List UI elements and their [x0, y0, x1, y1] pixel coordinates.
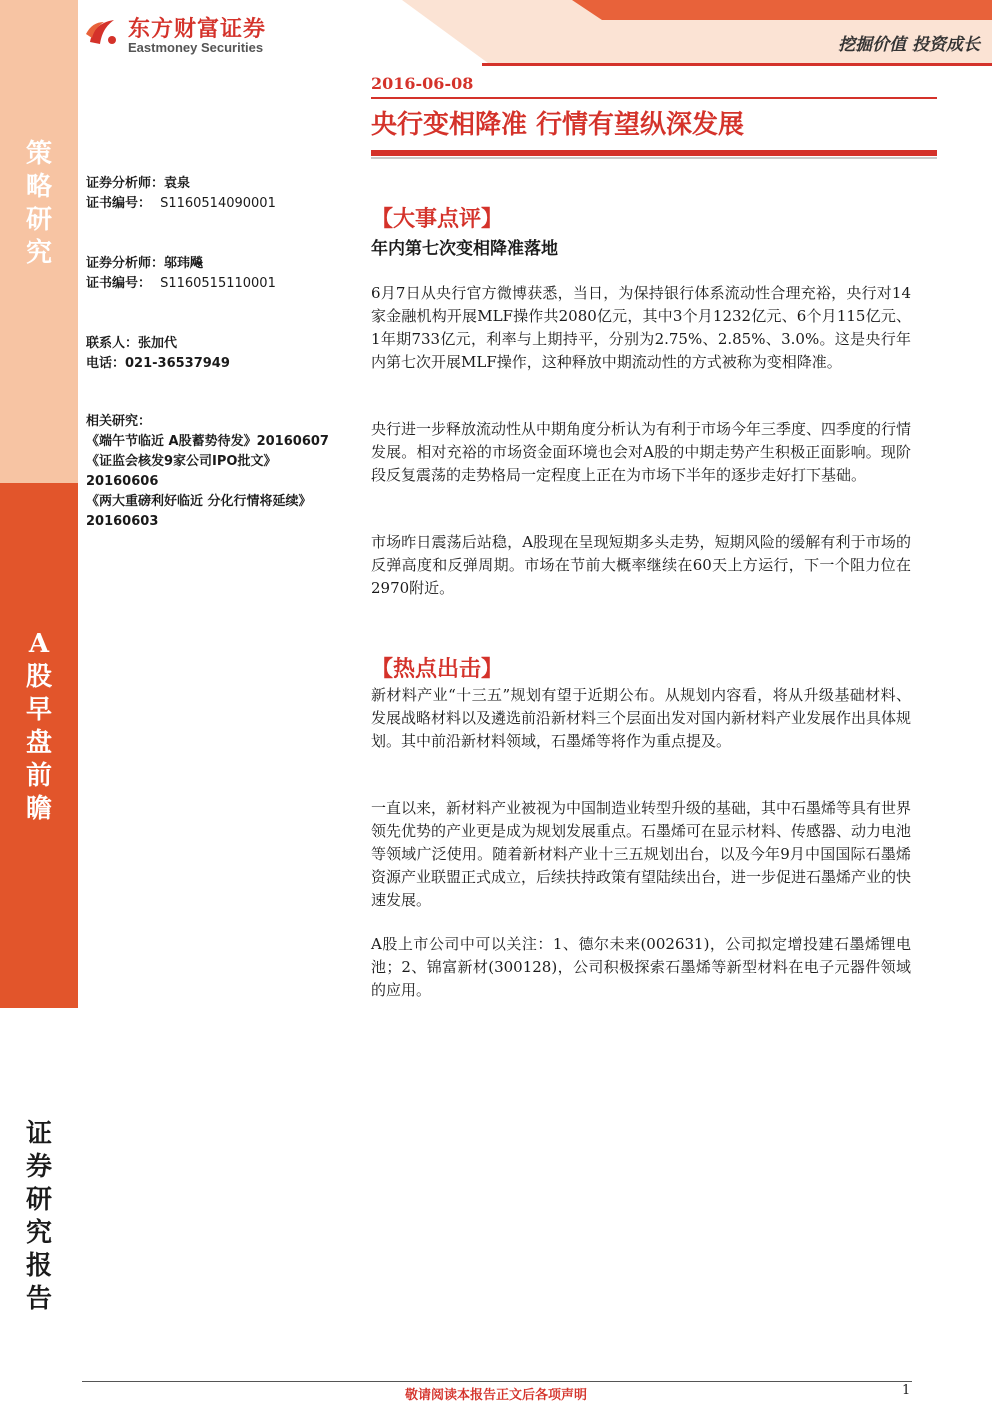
- sidebar-char: 告: [25, 1284, 52, 1314]
- report-date: 2016-06-08: [371, 74, 474, 93]
- cert-number: S1160514090001: [160, 196, 276, 211]
- cert-label: 证书编号：: [86, 276, 152, 291]
- sidebar-char: 研: [25, 1185, 52, 1215]
- events-paragraph: 6月7日从央行官方微博获悉，当日，为保持银行体系流动性合理充裕，央行对14家金融机构开展MLF操作共2080亿元，其中3个月1232亿元、6个月115亿元、1年期733亿元，利率与上期持平，分别为2.75%、2.85%、3.0%。这是央行年内第七次开展MLF操作，这种释放中期流动性的方式被称为变相降准。: [371, 284, 911, 371]
- events-paragraph: 央行进一步释放流动性从中期角度分析认为有利于市场今年三季度、四季度的行情发展。相对充裕的市场资金面环境也会对A股的中期走势产生积极正面影响。现阶段反复震荡的走势格局一定程度上正在为市场下半年的逐步走好打下基础。: [371, 420, 912, 484]
- sidebar-char: 策: [25, 139, 52, 169]
- sidebar-category-label: [0, 138, 78, 270]
- related-research: [86, 412, 348, 532]
- title-top-rule: [371, 97, 937, 99]
- header-slogan: 挖掘价值 投资成长: [838, 35, 980, 55]
- hot-paragraph: A股上市公司中可以关注：1、德尔未来(002631)，公司拟定增投建石墨烯锂电池；2、锦富新材(300128)，公司积极探索石墨烯等新型材料在电子元器件领域的应用。: [371, 935, 911, 999]
- related-link[interactable]: 《两大重磅利好临近 分化行情将延续》20160603: [86, 494, 312, 529]
- sidebar-doc-type-label: [0, 1118, 78, 1316]
- sidebar-char: 究: [25, 238, 52, 268]
- sidebar-char: 股: [25, 662, 52, 692]
- sidebar-char: 瞻: [25, 794, 52, 824]
- contact-name: 联系人：张加代: [86, 336, 178, 351]
- events-section-heading: 【大事点评】: [371, 206, 504, 232]
- contact-phone: 电话：021-36537949: [86, 356, 230, 371]
- title-bottom-shadow-rule: [371, 157, 937, 159]
- footer-rule: [82, 1381, 912, 1382]
- sidebar-report-type-label: [0, 628, 78, 826]
- sidebar-char: 券: [25, 1152, 52, 1182]
- sidebar-char: 前: [25, 761, 52, 791]
- title-bottom-rule: [371, 150, 937, 156]
- sidebar-char: 报: [25, 1251, 52, 1281]
- contact-block: [86, 334, 230, 374]
- sidebar-char: 略: [25, 172, 52, 202]
- analyst-cert: [86, 274, 276, 294]
- footer-disclaimer-notice: 敬请阅读本报告正文后各项声明: [404, 1388, 587, 1403]
- events-paragraph: 市场昨日震荡后站稳，A股现在呈现短期多头走势，短期风险的缓解有利于市场的反弹高度和反弹周期。市场在节前大概率继续在60天上方运行，下一个阻力位在2970附近。: [371, 533, 911, 597]
- sidebar-char: 盘: [25, 728, 52, 758]
- related-link[interactable]: 《证监会核发9家公司IPO批文》20160606: [86, 454, 277, 489]
- events-subheading: 年内第七次变相降准落地: [371, 239, 558, 259]
- sidebar-char: 早: [25, 695, 52, 725]
- report-title: 央行变相降准 行情有望纵深发展: [371, 110, 745, 140]
- related-link[interactable]: 《端午节临近 A股蓄势待发》20160607: [86, 434, 329, 449]
- logo-english-text: Eastmoney Securities: [128, 40, 264, 55]
- cert-number: S1160515110001: [160, 276, 276, 291]
- analyst-name: 证券分析师：邬玮飚: [86, 256, 204, 271]
- logo-mark-icon: [82, 12, 122, 52]
- sidebar-char: A: [28, 629, 50, 659]
- company-logo: [82, 12, 302, 58]
- hot-section-heading: 【热点出击】: [371, 656, 504, 682]
- page-number: 1: [902, 1383, 911, 1398]
- cert-label: 证书编号：: [86, 196, 152, 211]
- logo-chinese-text: 东方财富证券: [128, 17, 267, 42]
- sidebar-char: 研: [25, 205, 52, 235]
- sidebar-char: 究: [25, 1218, 52, 1248]
- analyst-block-1: [86, 174, 276, 214]
- left-sidebar: [0, 0, 78, 1403]
- sidebar-char: 证: [25, 1119, 52, 1149]
- hot-paragraph: 一直以来，新材料产业被视为中国制造业转型升级的基础，其中石墨烯等具有世界领先优势的产业更是成为规划发展重点。石墨烯可在显示材料、传感器、动力电池等领域广泛使用。随着新材料产业十三五规划出台，以及今年9月中国国际石墨烯资源产业联盟正式成立，后续扶持政策有望陆续出台，进一步促进石墨烯产业的快速发展。: [371, 799, 912, 909]
- analyst-block-2: [86, 254, 276, 294]
- analyst-name: 证券分析师：袁泉: [86, 176, 191, 191]
- related-heading: 相关研究：: [86, 414, 152, 429]
- hot-paragraph: 新材料产业“十三五”规划有望于近期公布。从规划内容看，将从升级基础材料、发展战略材料以及遴选前沿新材料三个层面出发对国内新材料产业发展作出具体规划。其中前沿新材料领域，石墨烯等将作为重点提及。: [371, 686, 912, 750]
- analyst-cert: [86, 194, 276, 214]
